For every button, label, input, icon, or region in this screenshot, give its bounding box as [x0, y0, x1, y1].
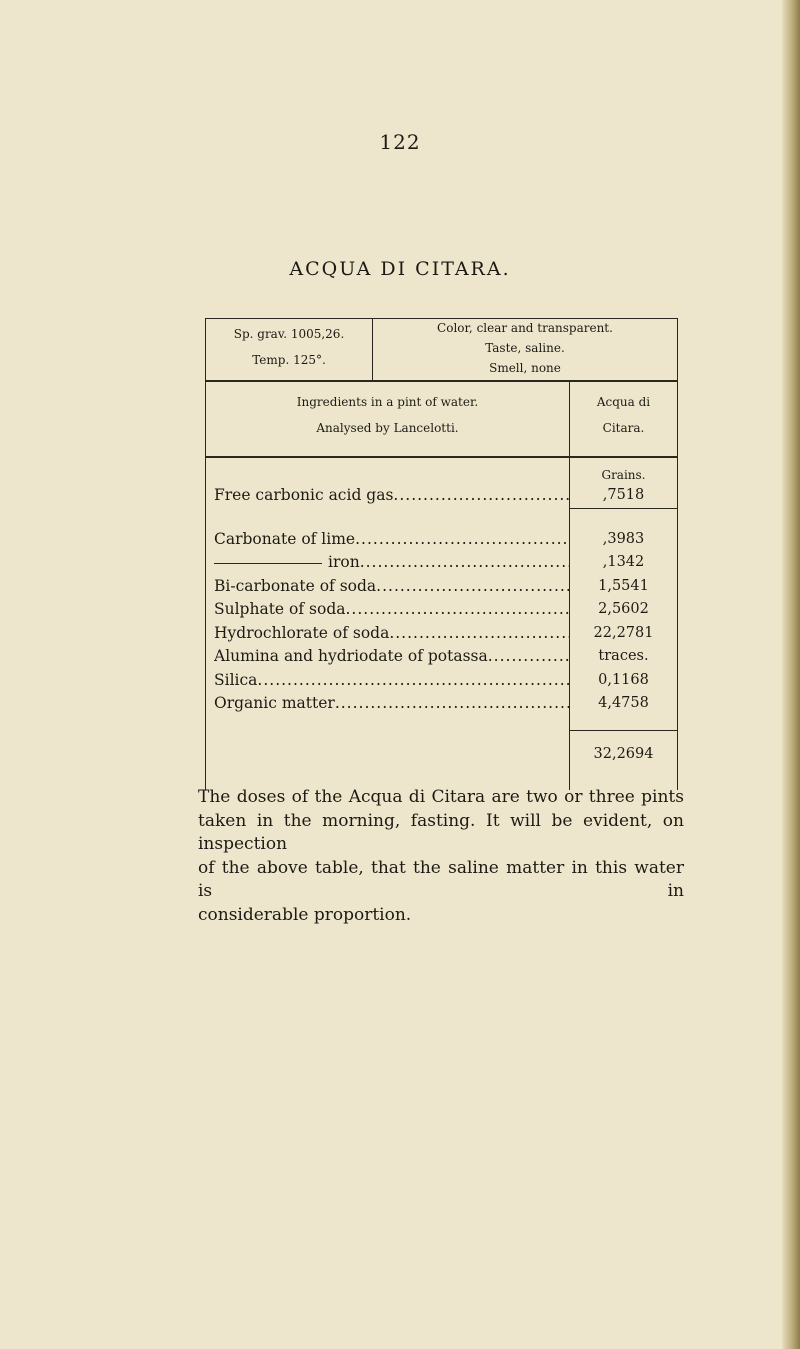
ingredient-row-label: Organic matter .....	[214, 692, 569, 716]
ingredient-value: 1,5541	[598, 577, 649, 594]
ingredients-heading: Ingredients in a pint of water.	[296, 395, 479, 409]
properties-header-row	[206, 318, 677, 382]
ditto-rule	[214, 563, 322, 564]
ingredient-value: traces.	[598, 648, 649, 664]
ingredients-header-row	[206, 382, 677, 458]
analysis-table	[205, 318, 678, 790]
ingredient-value: 22,2781	[593, 624, 654, 641]
paragraph-line: of the above table, that the saline matter in this water is in	[198, 857, 684, 901]
physical-properties-cell	[206, 318, 373, 380]
units-label: Grains.	[601, 468, 646, 482]
ingredient-value: 0,1168	[598, 671, 649, 688]
smell-note: Smell, none	[489, 361, 561, 375]
temperature: Temp. 125°.	[252, 353, 326, 367]
total-value: 32,2694	[593, 745, 654, 762]
ingredient-row-label: Bi-carbonate of soda .....	[214, 575, 569, 599]
column-heading-line-2: Citara.	[602, 421, 645, 435]
ingredient-row-label: Silica .....	[214, 669, 569, 693]
ingredient-row-label: Alumina and hydriodate of potassa .....	[214, 645, 569, 669]
ingredient-value: ,1342	[602, 554, 645, 570]
analyst-note: Analysed by Lancelotti.	[316, 421, 459, 435]
page-edge	[782, 0, 800, 1349]
ingredient-row-label: Free carbonic acid gas .....	[214, 484, 569, 508]
ingredient-row-label: iron .....	[214, 551, 569, 575]
column-heading-cell	[570, 382, 677, 456]
commentary-paragraph	[198, 786, 684, 927]
page-title: ACQUA DI CITARA.	[289, 258, 511, 280]
ingredient-value: 4,4758	[598, 695, 649, 711]
ingredient-value: ,3983	[602, 530, 645, 547]
ingredient-row-label: Hydrochlorate of soda .....	[214, 622, 569, 646]
color-note: Color, clear and transparent.	[437, 321, 613, 335]
ingredients-body	[206, 458, 677, 790]
ingredient-value: 2,5602	[598, 601, 649, 617]
ingredient-row-label: Sulphate of soda .....	[214, 598, 569, 622]
ingredient-values-column	[570, 458, 677, 790]
ingredient-row-label: Carbonate of lime .....	[214, 528, 569, 552]
ingredients-heading-cell	[206, 382, 570, 456]
paragraph-line: taken in the morning, fasting. It will be evident, on inspection	[198, 810, 684, 854]
page-number: 122	[379, 130, 421, 154]
ingredient-value: ,7518	[602, 487, 645, 503]
taste-note: Taste, saline.	[485, 341, 565, 355]
specific-gravity: Sp. grav. 1005,26.	[233, 327, 345, 341]
paragraph-line: considerable proportion.	[198, 904, 412, 925]
sensory-properties-cell	[373, 318, 677, 380]
paragraph-line: The doses of the Acqua di Citara are two or three pints	[198, 787, 684, 807]
ingredient-names-column	[206, 458, 570, 790]
column-heading-line-1: Acqua di	[596, 395, 651, 409]
